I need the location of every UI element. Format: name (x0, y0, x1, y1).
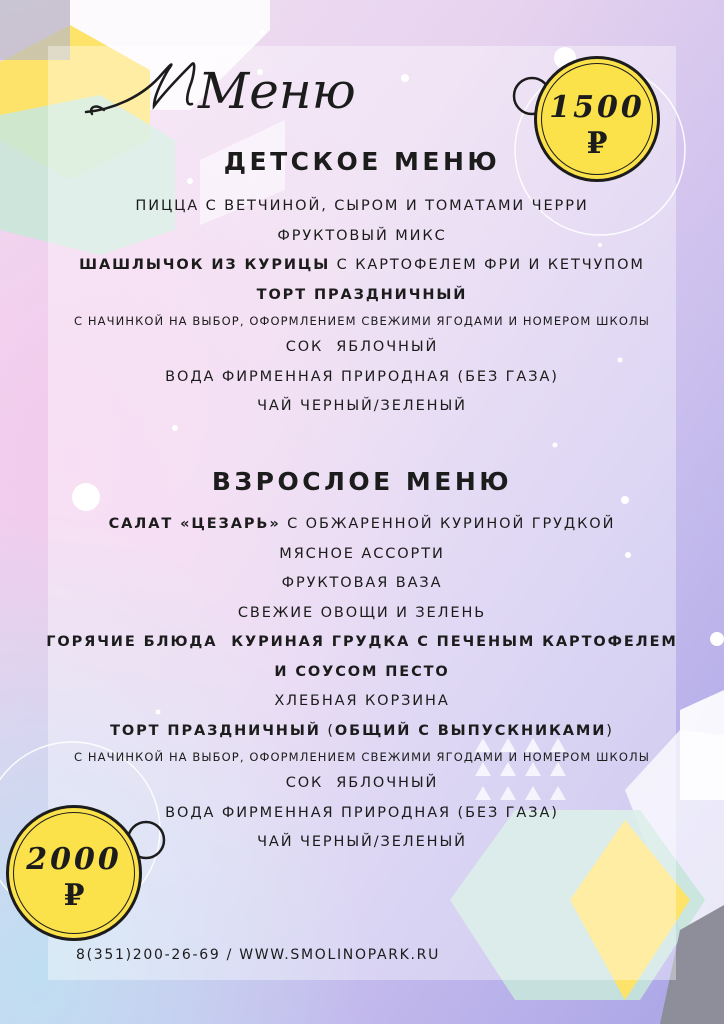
menu-item: СОК ЯБЛОЧНЫЙ (285, 339, 439, 355)
adult-menu-list (0, 510, 724, 858)
menu-item: ФРУКТОВАЯ ВАЗА (281, 575, 443, 591)
script-title (80, 40, 380, 140)
menu-item (0, 251, 724, 281)
menu-item-bold: ГОРЯЧИЕ БЛЮДА КУРИНАЯ ГРУДКА С ПЕЧЕНЫМ КАРТОФЕЛЕМ (46, 634, 678, 650)
script-title-text: Меню (198, 62, 356, 120)
menu-item-note: С НАЧИНКОЙ НА ВЫБОР, ОФОРМЛЕНИЕМ СВЕЖИМИ ЯГОДАМИ И НОМЕРОМ ШКОЛЫ (74, 314, 650, 328)
kids-menu-title: ДЕТСКОЕ МЕНЮ (223, 147, 501, 176)
adult-menu-title: ВЗРОСЛОЕ МЕНЮ (211, 467, 513, 496)
footer-contact: 8(351)200-26-69 / WWW.SMOLINOPARK.RU (76, 947, 441, 963)
menu-item: СОК ЯБЛОЧНЫЙ (285, 775, 439, 791)
menu-item-bold: ТОРТ ПРАЗДНИЧНЫЙ (256, 286, 468, 303)
menu-item: СВЕЖИЕ ОВОЩИ И ЗЕЛЕНЬ (237, 604, 487, 621)
menu-item: ХЛЕБНАЯ КОРЗИНА (274, 693, 450, 709)
price-adult: 2000 (26, 842, 122, 877)
menu-item: МЯСНОЕ АССОРТИ (279, 545, 445, 562)
menu-item: ЧАЙ ЧЕРНЫЙ/ЗЕЛЕНЫЙ (257, 398, 467, 414)
currency-kids: ₽ (586, 126, 608, 161)
menu-item: ФРУКТОВЫЙ МИКС (277, 227, 447, 244)
menu-item: ВОДА ФИРМЕННАЯ ПРИРОДНАЯ (БЕЗ ГАЗА) (165, 368, 559, 385)
menu-item-bold: ШАШЛЫЧОК ИЗ КУРИЦЫ (79, 257, 331, 273)
menu-item-bold: ТОРТ ПРАЗДНИЧНЫЙ (110, 722, 321, 739)
menu-item-bold: ОБЩИЙ С ВЫПУСКНИКАМИ (334, 722, 607, 739)
menu-item: ВОДА ФИРМЕННАЯ ПРИРОДНАЯ (БЕЗ ГАЗА) (165, 804, 559, 821)
menu-item: ПИЦЦА С ВЕТЧИНОЙ, СЫРОМ И ТОМАТАМИ ЧЕРРИ (135, 198, 589, 214)
price-kids: 1500 (549, 90, 645, 125)
menu-item (0, 717, 724, 747)
menu-item (0, 281, 724, 311)
menu-item (0, 628, 724, 658)
menu-item-note: С НАЧИНКОЙ НА ВЫБОР, ОФОРМЛЕНИЕМ СВЕЖИМИ ЯГОДАМИ И НОМЕРОМ ШКОЛЫ (74, 750, 650, 764)
menu-item (0, 658, 724, 688)
menu-item-rest: С ОБЖАРЕННОЙ КУРИНОЙ ГРУДКОЙ (280, 516, 616, 532)
menu-item-bold: И СОУСОМ ПЕСТО (274, 663, 450, 680)
menu-item-rest: ) (606, 722, 614, 739)
currency-adult: ₽ (63, 878, 85, 913)
kids-menu-list (0, 192, 724, 422)
menu-item: ЧАЙ ЧЕРНЫЙ/ЗЕЛЕНЫЙ (257, 834, 467, 850)
menu-item-rest: ( (320, 722, 335, 739)
menu-item (0, 510, 724, 540)
menu-item-bold: САЛАТ «ЦЕЗАРЬ» (108, 516, 281, 532)
menu-item-rest: С КАРТОФЕЛЕМ ФРИ И КЕТЧУПОМ (330, 257, 645, 273)
